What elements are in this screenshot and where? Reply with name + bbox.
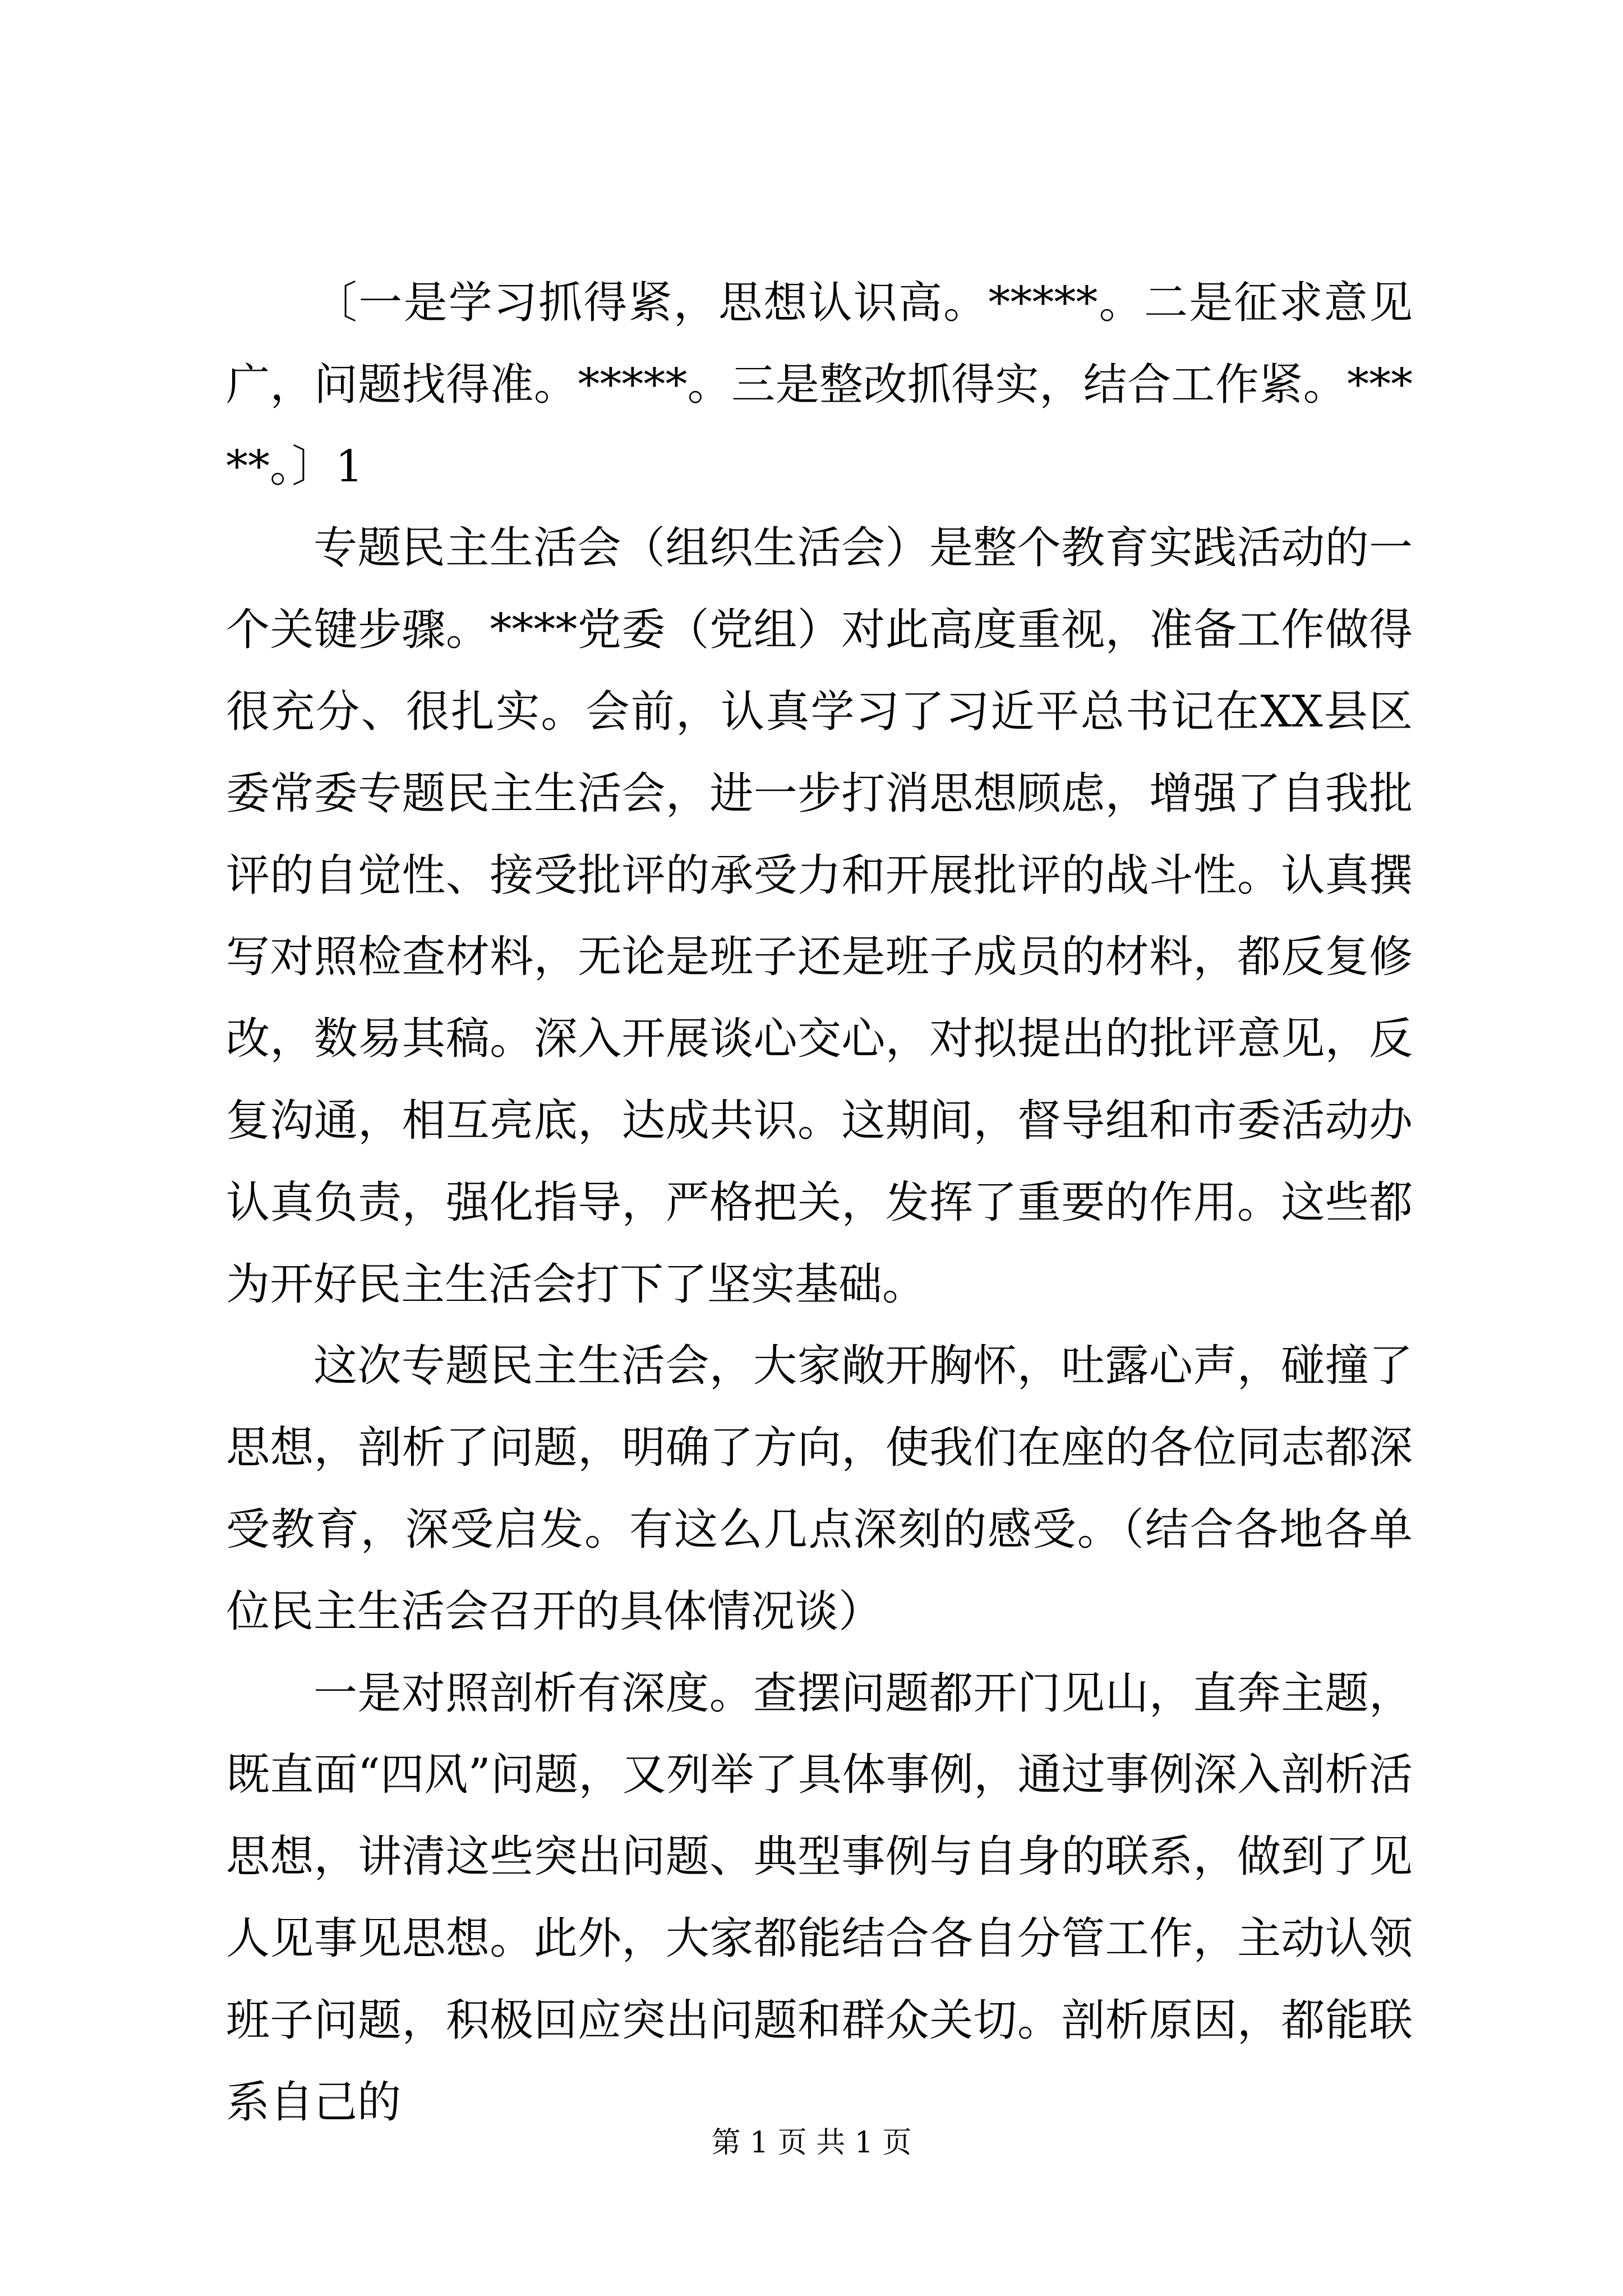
paragraph-2: 专题民主生活会（组织生活会）是整个教育实践活动的一个关键步骤。****党委（党组）对此高度重视，准备工作做得很充分、很扎实。会前，认真学习了习近平总书记在XX县区委常委专题民主生活会，进一步打消思想顾虑，增强了自我批评的自觉性、接受批评的承受力和开展批评的战斗性。认真撰写对照检查材料，无论是班子还是班子成员的材料，都反复修改，数易其稿。深入开展谈心交心，对拟提出的批评意见，反复沟通，相互亮底，达成共识。这期间，督导组和市委活动办认真负责，强化指导，严格把关，发挥了重要的作用。这些都为开好民主生活会打下了坚实基础。 — [226, 523, 1413, 1310]
paragraph-4: 一是对照剖析有深度。查摆问题都开门见山，直奔主题，既直面“四风”问题，又列举了具体事例，通过事例深入剖析活思想，讲清这些突出问题、典型事例与自身的联系，做到了见人见事见思想。此外，大家都能结合各自分管工作，主动认领班子问题，积极回应突出问题和群众关切。剖析原因，都能联系自己的 — [226, 1668, 1413, 2128]
paragraph-1: 〔一是学习抓得紧，思想认识高。*****。二是征求意见广，问题找得准。*****。三是整改抓得实，结合工作紧。*****。〕1 — [226, 278, 1413, 492]
document-body — [226, 263, 1413, 2143]
paragraph-3: 这次专题民主生活会，大家敞开胸怀，吐露心声，碰撞了思想，剖析了问题，明确了方向，使我们在座的各位同志都深受教育，深受启发。有这么几点深刻的感受。（结合各地各单位民主生活会召开的具体情况谈） — [226, 1341, 1413, 1637]
page-footer: 第 1 页 共 1 页 — [711, 2126, 912, 2160]
